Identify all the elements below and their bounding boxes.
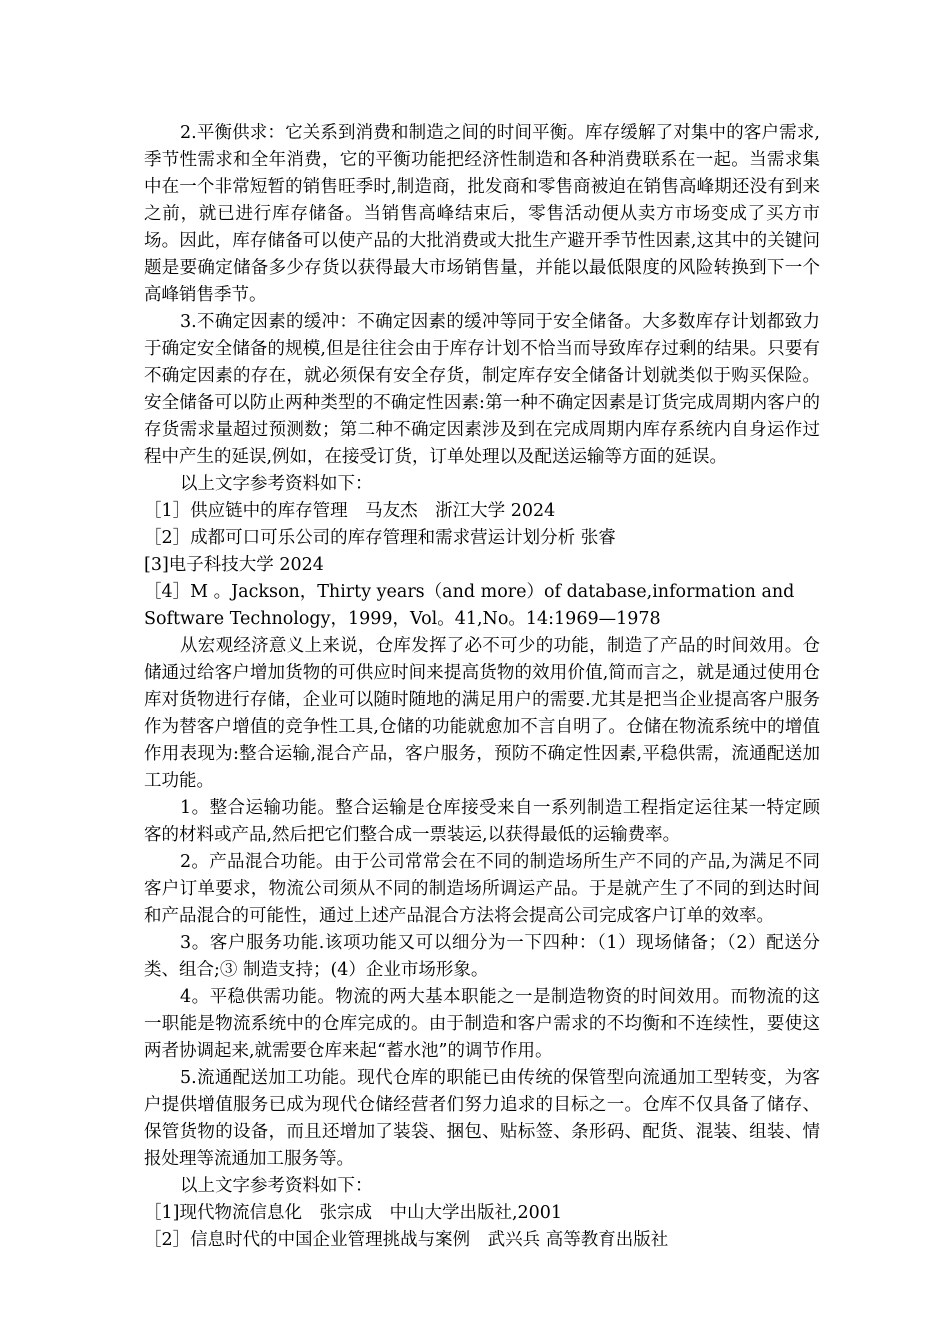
paragraph-customer-service: 3。客户服务功能.该项功能又可以细分为一下四种：（1）现场储备；（2）配送分类、组合;③ 制造支持；(4）企业市场形象。 (144, 933, 820, 980)
references-intro: 以上文字参考资料如下： (180, 474, 373, 494)
reference-item: ［1]现代物流信息化 张宗成 中山大学出版社,2001 (144, 1203, 563, 1223)
reference-item: ［2］信息时代的中国企业管理挑战与案例 武兴兵 高等教育出版社 (144, 1230, 669, 1250)
reference-item: ［4］M 。Jackson，Thirty years（and more）of database,information and Software Technology，1999，Vol。41,No。14:1969—1978 (144, 582, 795, 629)
paragraph-balance-supply: 2.平衡供求：它关系到消费和制造之间的时间平衡。库存缓解了对集中的客户需求,季节性需求和全年消费，它的平衡功能把经济性制造和各种消费联系在一起。当需求集中在一个非常短暂的销售旺季时,制造商，批发商和零售商被迫在销售高峰期还没有到来之前，就已进行库存储备。当销售高峰结束后，零售活动便从卖方市场变成了买方市场。因此，库存储备可以使产品的大批消费或大批生产避开季节性因素,这其中的关键问题是要确定储备多少存货以获得最大市场销售量，并能以最低限度的风险转换到下一个高峰销售季节。 (144, 123, 820, 305)
paragraph-distribution-processing: 5.流通配送加工功能。现代仓库的职能已由传统的保管型向流通加工型转变，为客户提供增值服务已成为现代仓储经营者们努力追求的目标之一。仓库不仅具备了储存、保管货物的设备，而且还增加了装袋、捆包、贴标签、条形码、配货、混装、组装、情报处理等流通加工服务等。 (144, 1068, 820, 1169)
paragraph-uncertainty-buffer: 3.不确定因素的缓冲：不确定因素的缓冲等同于安全储备。大多数库存计划都致力于确定安全储备的规模,但是往往会由于库存计划不恰当而导致库存过剩的结果。只要有不确定因素的存在，就必须保有安全存货，制定库存安全储备计划就类似于购买保险。安全储备可以防止两种类型的不确定性因素:第一种不确定因素是订货完成周期内客户的存货需求量超过预测数；第二种不确定因素涉及到在完成周期内库存系统内自身运作过程中产生的延误,例如，在接受订货，订单处理以及配送运输等方面的延误。 (144, 312, 820, 467)
paragraph-macro-economy: 从宏观经济意义上来说，仓库发挥了必不可少的功能，制造了产品的时间效用。仓储通过给客户增加货物的可供应时间来提高货物的效用价值,简而言之，就是通过使用仓库对货物进行存储，企业可以随时随地的满足用户的需要.尤其是把当企业提高客户服务作为替客户增值的竞争性工具,仓储的功能就愈加不言自明了。仓储在物流系统中的增值作用表现为:整合运输,混合产品，客户服务，预防不确定性因素,平稳供需，流通配送加工功能。 (144, 636, 820, 791)
document-page (144, 120, 820, 1254)
reference-item: ［2］成都可口可乐公司的库存管理和需求营运计划分析 张睿 (144, 528, 616, 548)
paragraph-product-mixing: 2。产品混合功能。由于公司常常会在不同的制造场所生产不同的产品,为满足不同客户订单要求，物流公司须从不同的制造场所调运产品。于是就产生了不同的到达时间和产品混合的可能性，通过上述产品混合方法将会提高公司完成客户订单的效率。 (144, 852, 820, 926)
paragraph-integrated-transport: 1。整合运输功能。整合运输是仓库接受来自一系列制造工程指定运往某一特定顾客的材料或产品,然后把它们整合成一票装运,以获得最低的运输费率。 (144, 798, 820, 845)
reference-item: [3]电子科技大学 2024 (144, 555, 324, 575)
reference-item: ［1］供应链中的库存管理 马友杰 浙江大学 2024 (144, 501, 556, 521)
references-intro: 以上文字参考资料如下： (180, 1176, 373, 1196)
paragraph-supply-demand: 4。平稳供需功能。物流的两大基本职能之一是制造物资的时间效用。而物流的这一职能是物流系统中的仓库完成的。由于制造和客户需求的不均衡和不连续性，要使这两者协调起来,就需要仓库来起“蓄水池”的调节作用。 (144, 987, 820, 1061)
